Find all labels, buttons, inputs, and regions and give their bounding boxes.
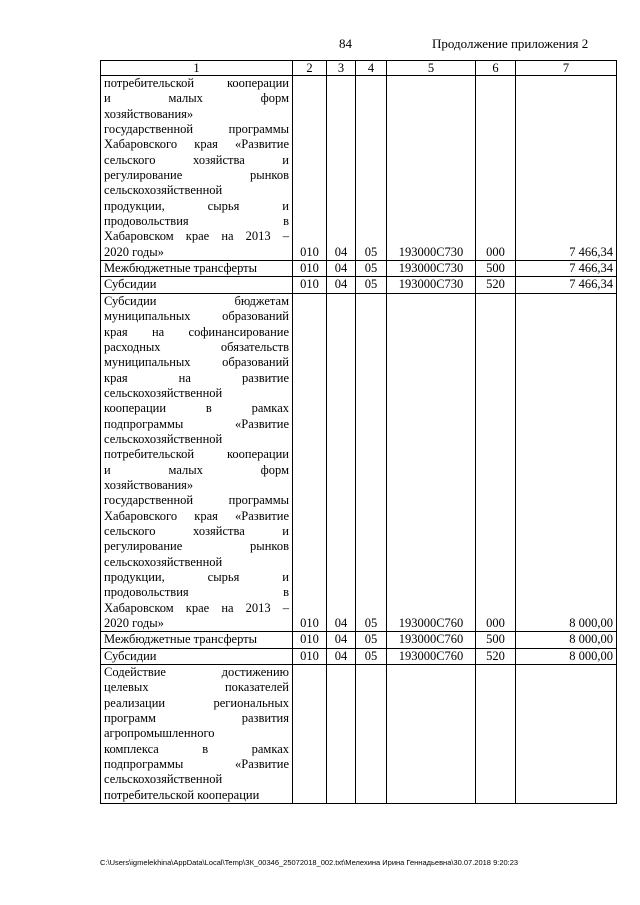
row-name-line: потребительской кооперации: [104, 76, 289, 90]
column-header: 5: [387, 61, 476, 76]
subsection-cell: 05: [356, 261, 387, 277]
running-title: Продолжение приложения 2: [432, 36, 589, 51]
row-name-line: расходных обязательств: [104, 339, 289, 354]
row-name-line: сельскохозяйственной: [104, 431, 223, 446]
row-name-cell: [101, 76, 293, 261]
grbs-cell: 010: [293, 277, 327, 293]
row-name-line: сельского хозяйства и: [104, 523, 289, 538]
section-cell: 04: [327, 261, 356, 277]
row-name-line: целевых показателей: [104, 680, 289, 695]
table-row: [101, 648, 617, 664]
row-name-line: Субсидии бюджетам: [104, 293, 289, 308]
target-article-cell: 193000С730: [387, 76, 476, 261]
row-name-line: 2020 годы»: [104, 244, 164, 259]
row-name-line: комплекса в рамках: [104, 741, 289, 756]
target-article-cell: 193000С730: [387, 261, 476, 277]
row-name-cell: [101, 632, 293, 648]
row-name-cell: [101, 261, 293, 277]
grbs-cell: 010: [293, 648, 327, 664]
row-name-line: сельского хозяйства и: [104, 152, 289, 167]
column-header: 1: [101, 61, 293, 76]
row-name-line: государственной программы: [104, 493, 289, 508]
row-name-cell: [101, 648, 293, 664]
row-name-line: кооперации в рамках: [104, 401, 289, 416]
expense-type-cell: 000: [476, 293, 516, 632]
table-row: [101, 632, 617, 648]
file-path-footer: C:\Users\igmelekhina\AppData\Local\Temp\ЗК_00346_25072018_002.txt\Мелехина Ирина Геннадьевна\30.07.2018 9:20:23: [100, 858, 519, 867]
grbs-cell: 010: [293, 632, 327, 648]
target-article-cell: 193000С760: [387, 648, 476, 664]
row-name-cell: [101, 665, 293, 804]
expense-type-cell: 500: [476, 632, 516, 648]
row-name-line: потребительской кооперации: [104, 787, 260, 802]
target-article-cell: 193000С760: [387, 293, 476, 632]
subsection-cell: 05: [356, 632, 387, 648]
subsection-cell: [356, 665, 387, 804]
row-name-line: сельскохозяйственной: [104, 772, 223, 787]
row-name-line: Межбюджетные трансферты: [104, 261, 258, 276]
row-name-line: Хабаровском крае на 2013 –: [104, 600, 289, 615]
table-header-row: [101, 61, 617, 76]
row-name-line: края на развитие: [104, 370, 289, 385]
subsection-cell: 05: [356, 648, 387, 664]
row-name-line: подпрограммы «Развитие: [104, 416, 289, 431]
target-article-cell: 193000С730: [387, 277, 476, 293]
amount-cell: 8 000,00: [516, 632, 617, 648]
column-header: 6: [476, 61, 516, 76]
column-header: 7: [516, 61, 617, 76]
row-name-line: агропромышленного: [104, 726, 215, 741]
section-cell: 04: [327, 277, 356, 293]
column-header: 2: [293, 61, 327, 76]
row-name-line: государственной программы: [104, 122, 289, 137]
subsection-cell: 05: [356, 277, 387, 293]
row-name-line: Субсидии: [104, 648, 157, 663]
table-row: [101, 293, 617, 632]
expense-type-cell: 500: [476, 261, 516, 277]
expense-type-cell: 000: [476, 76, 516, 261]
row-name-line: муниципальных образований: [104, 355, 289, 370]
section-cell: [327, 665, 356, 804]
column-header: 3: [327, 61, 356, 76]
row-name-line: 2020 годы»: [104, 616, 164, 631]
row-name-line: сельскохозяйственной: [104, 183, 223, 198]
row-name-line: хозяйствования»: [104, 106, 194, 121]
subsection-cell: 05: [356, 293, 387, 632]
row-name-line: Содействие достижению: [104, 665, 289, 680]
row-name-line: подпрограммы «Развитие: [104, 757, 289, 772]
amount-cell: 7 466,34: [516, 76, 617, 261]
target-article-cell: 193000С760: [387, 632, 476, 648]
section-cell: 04: [327, 632, 356, 648]
row-name-line: хозяйствования»: [104, 477, 194, 492]
section-cell: 04: [327, 76, 356, 261]
amount-cell: 8 000,00: [516, 293, 617, 632]
row-name-line: реализации региональных: [104, 695, 289, 710]
row-name-cell: [101, 293, 293, 632]
section-cell: 04: [327, 293, 356, 632]
section-cell: 04: [327, 648, 356, 664]
amount-cell: [516, 665, 617, 804]
row-name-line: продовольствия в: [104, 585, 289, 600]
expense-type-cell: 520: [476, 277, 516, 293]
row-name-line: муниципальных образований: [104, 309, 289, 324]
row-name-line: регулирование рынков: [104, 539, 289, 554]
row-name-line: края на софинансирование: [104, 324, 289, 339]
table-row: [101, 76, 617, 261]
page-number: 84: [339, 36, 352, 51]
row-name-line: сельскохозяйственной: [104, 554, 223, 569]
row-name-line: продукции, сырья и: [104, 570, 289, 584]
amount-cell: 8 000,00: [516, 648, 617, 664]
target-article-cell: [387, 665, 476, 804]
table-row: [101, 665, 617, 804]
amount-cell: 7 466,34: [516, 277, 617, 293]
column-header: 4: [356, 61, 387, 76]
row-name-line: Хабаровском крае на 2013 –: [104, 229, 289, 244]
row-name-line: Хабаровского края «Развитие: [104, 508, 289, 523]
amount-cell: 7 466,34: [516, 261, 617, 277]
row-name-line: потребительской кооперации: [104, 447, 289, 462]
row-name-line: сельскохозяйственной: [104, 385, 223, 400]
table-row: [101, 277, 617, 293]
row-name-cell: [101, 277, 293, 293]
grbs-cell: 010: [293, 76, 327, 261]
row-name-line: и малых форм: [104, 462, 289, 477]
table-row: [101, 261, 617, 277]
expense-type-cell: [476, 665, 516, 804]
row-name-line: Субсидии: [104, 277, 157, 292]
row-name-line: программ развития: [104, 711, 289, 726]
subsection-cell: 05: [356, 76, 387, 261]
grbs-cell: [293, 665, 327, 804]
row-name-line: и малых форм: [104, 91, 289, 106]
grbs-cell: 010: [293, 293, 327, 632]
row-name-line: Межбюджетные трансферты: [104, 632, 258, 647]
row-name-line: Хабаровского края «Развитие: [104, 137, 289, 152]
row-name-line: продукции, сырья и: [104, 198, 289, 213]
budget-table: [100, 60, 617, 804]
row-name-line: продовольствия в: [104, 214, 289, 229]
row-name-line: регулирование рынков: [104, 168, 289, 183]
grbs-cell: 010: [293, 261, 327, 277]
expense-type-cell: 520: [476, 648, 516, 664]
